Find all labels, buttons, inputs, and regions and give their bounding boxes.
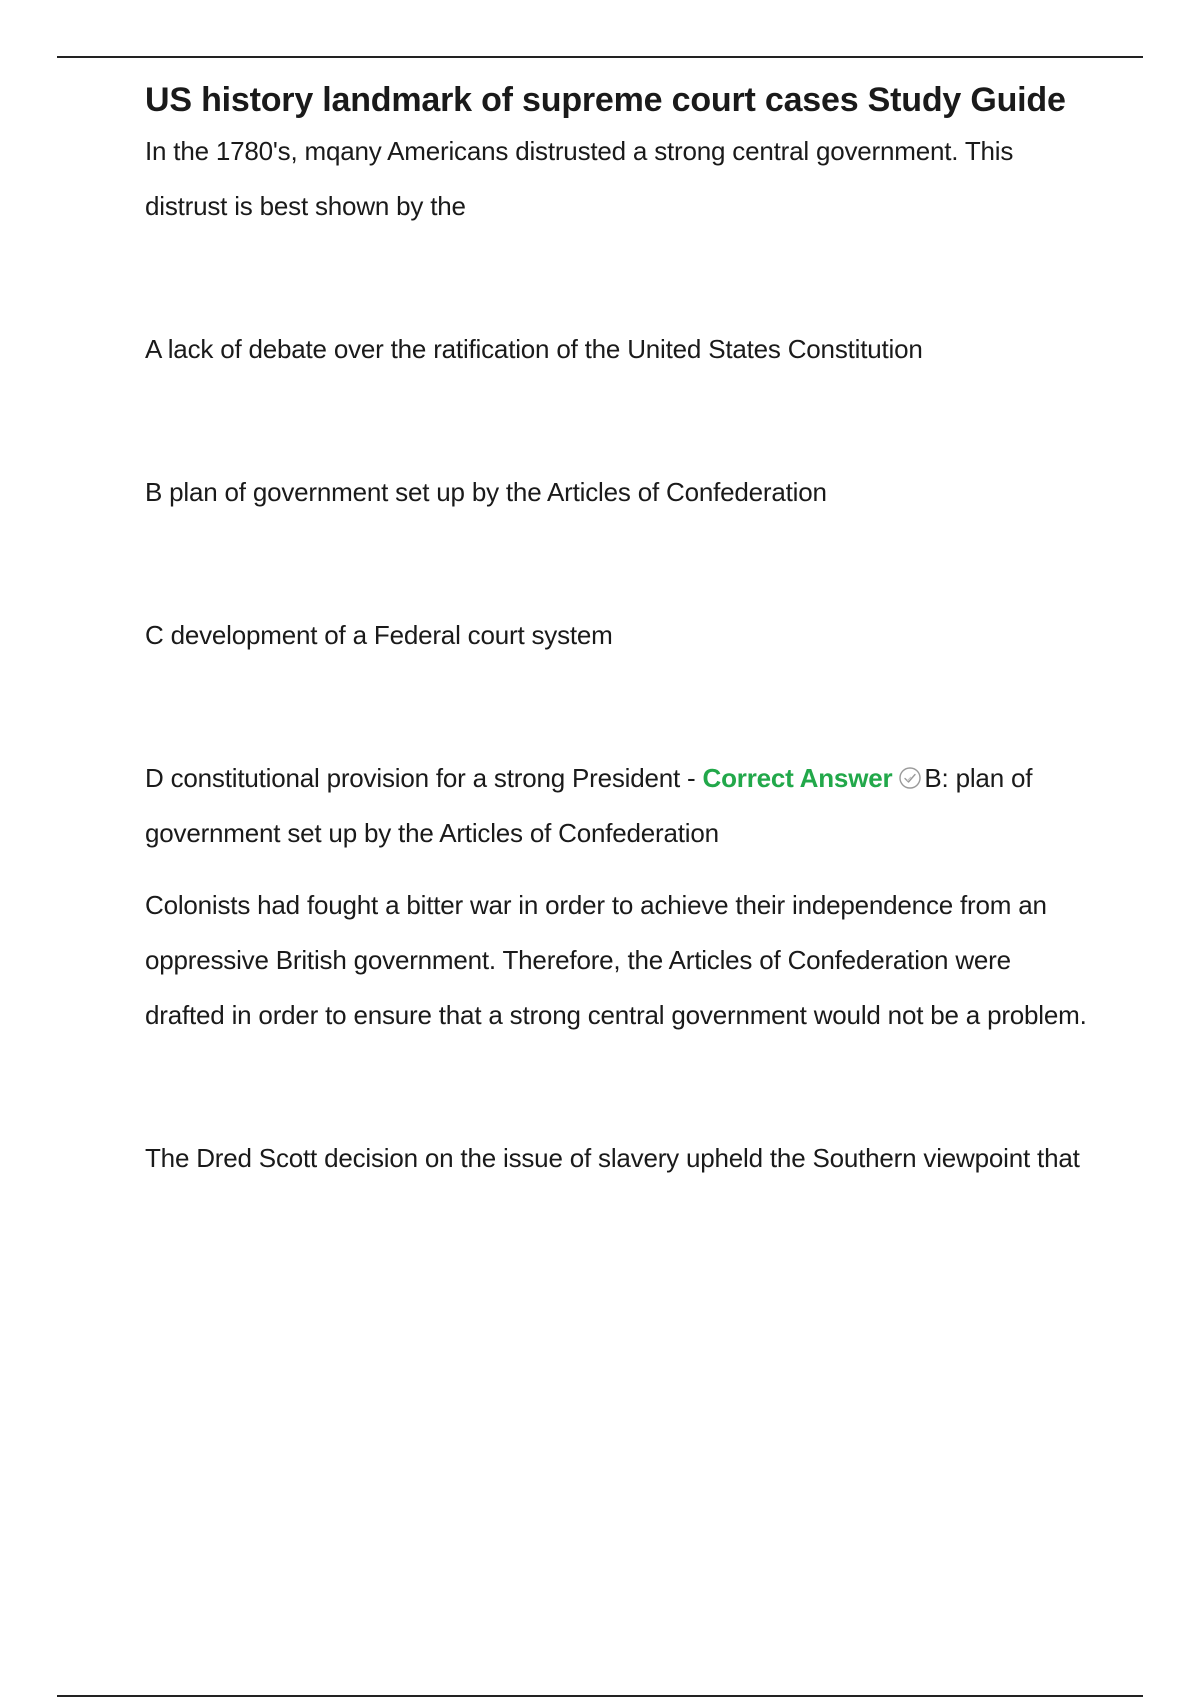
document-body <box>145 76 1090 1186</box>
spacer <box>145 861 1090 878</box>
question-1-option-a: A lack of debate over the ratification of the United States Constitution <box>145 334 923 364</box>
spacer <box>145 234 1090 322</box>
spacer <box>145 377 1090 465</box>
top-rule <box>57 56 1143 58</box>
question-1-option-b: B plan of government set up by the Articles of Confederation <box>145 477 827 507</box>
question-1-option-d: D constitutional provision for a strong President - <box>145 763 703 793</box>
question-1-stem: In the 1780's, mqany Americans distrusted a strong central government. This distrust is best shown by the <box>145 136 1014 221</box>
bottom-rule <box>57 1695 1143 1697</box>
spacer <box>145 663 1090 751</box>
correct-answer-text: B: plan of government set up by the Articles of Confederation <box>145 763 1033 848</box>
question-1-option-d-with-answer <box>145 751 1090 861</box>
question-1-option-c: C development of a Federal court system <box>145 620 613 650</box>
question-2-stem: The Dred Scott decision on the issue of slavery upheld the Southern viewpoint that <box>145 1143 1080 1173</box>
correct-answer-label: Correct Answer <box>702 763 893 793</box>
spacer <box>145 520 1090 608</box>
question-1-explanation: Colonists had fought a bitter war in order to achieve their independence from an oppressive British government. Therefore, the Articles of Confederation were drafted in order to ensure that a strong central government would not be a problem. <box>145 890 1087 1030</box>
check-circle-icon <box>898 754 922 778</box>
page-title: US history landmark of supreme court cases Study Guide <box>145 81 1066 119</box>
spacer <box>145 1043 1090 1131</box>
